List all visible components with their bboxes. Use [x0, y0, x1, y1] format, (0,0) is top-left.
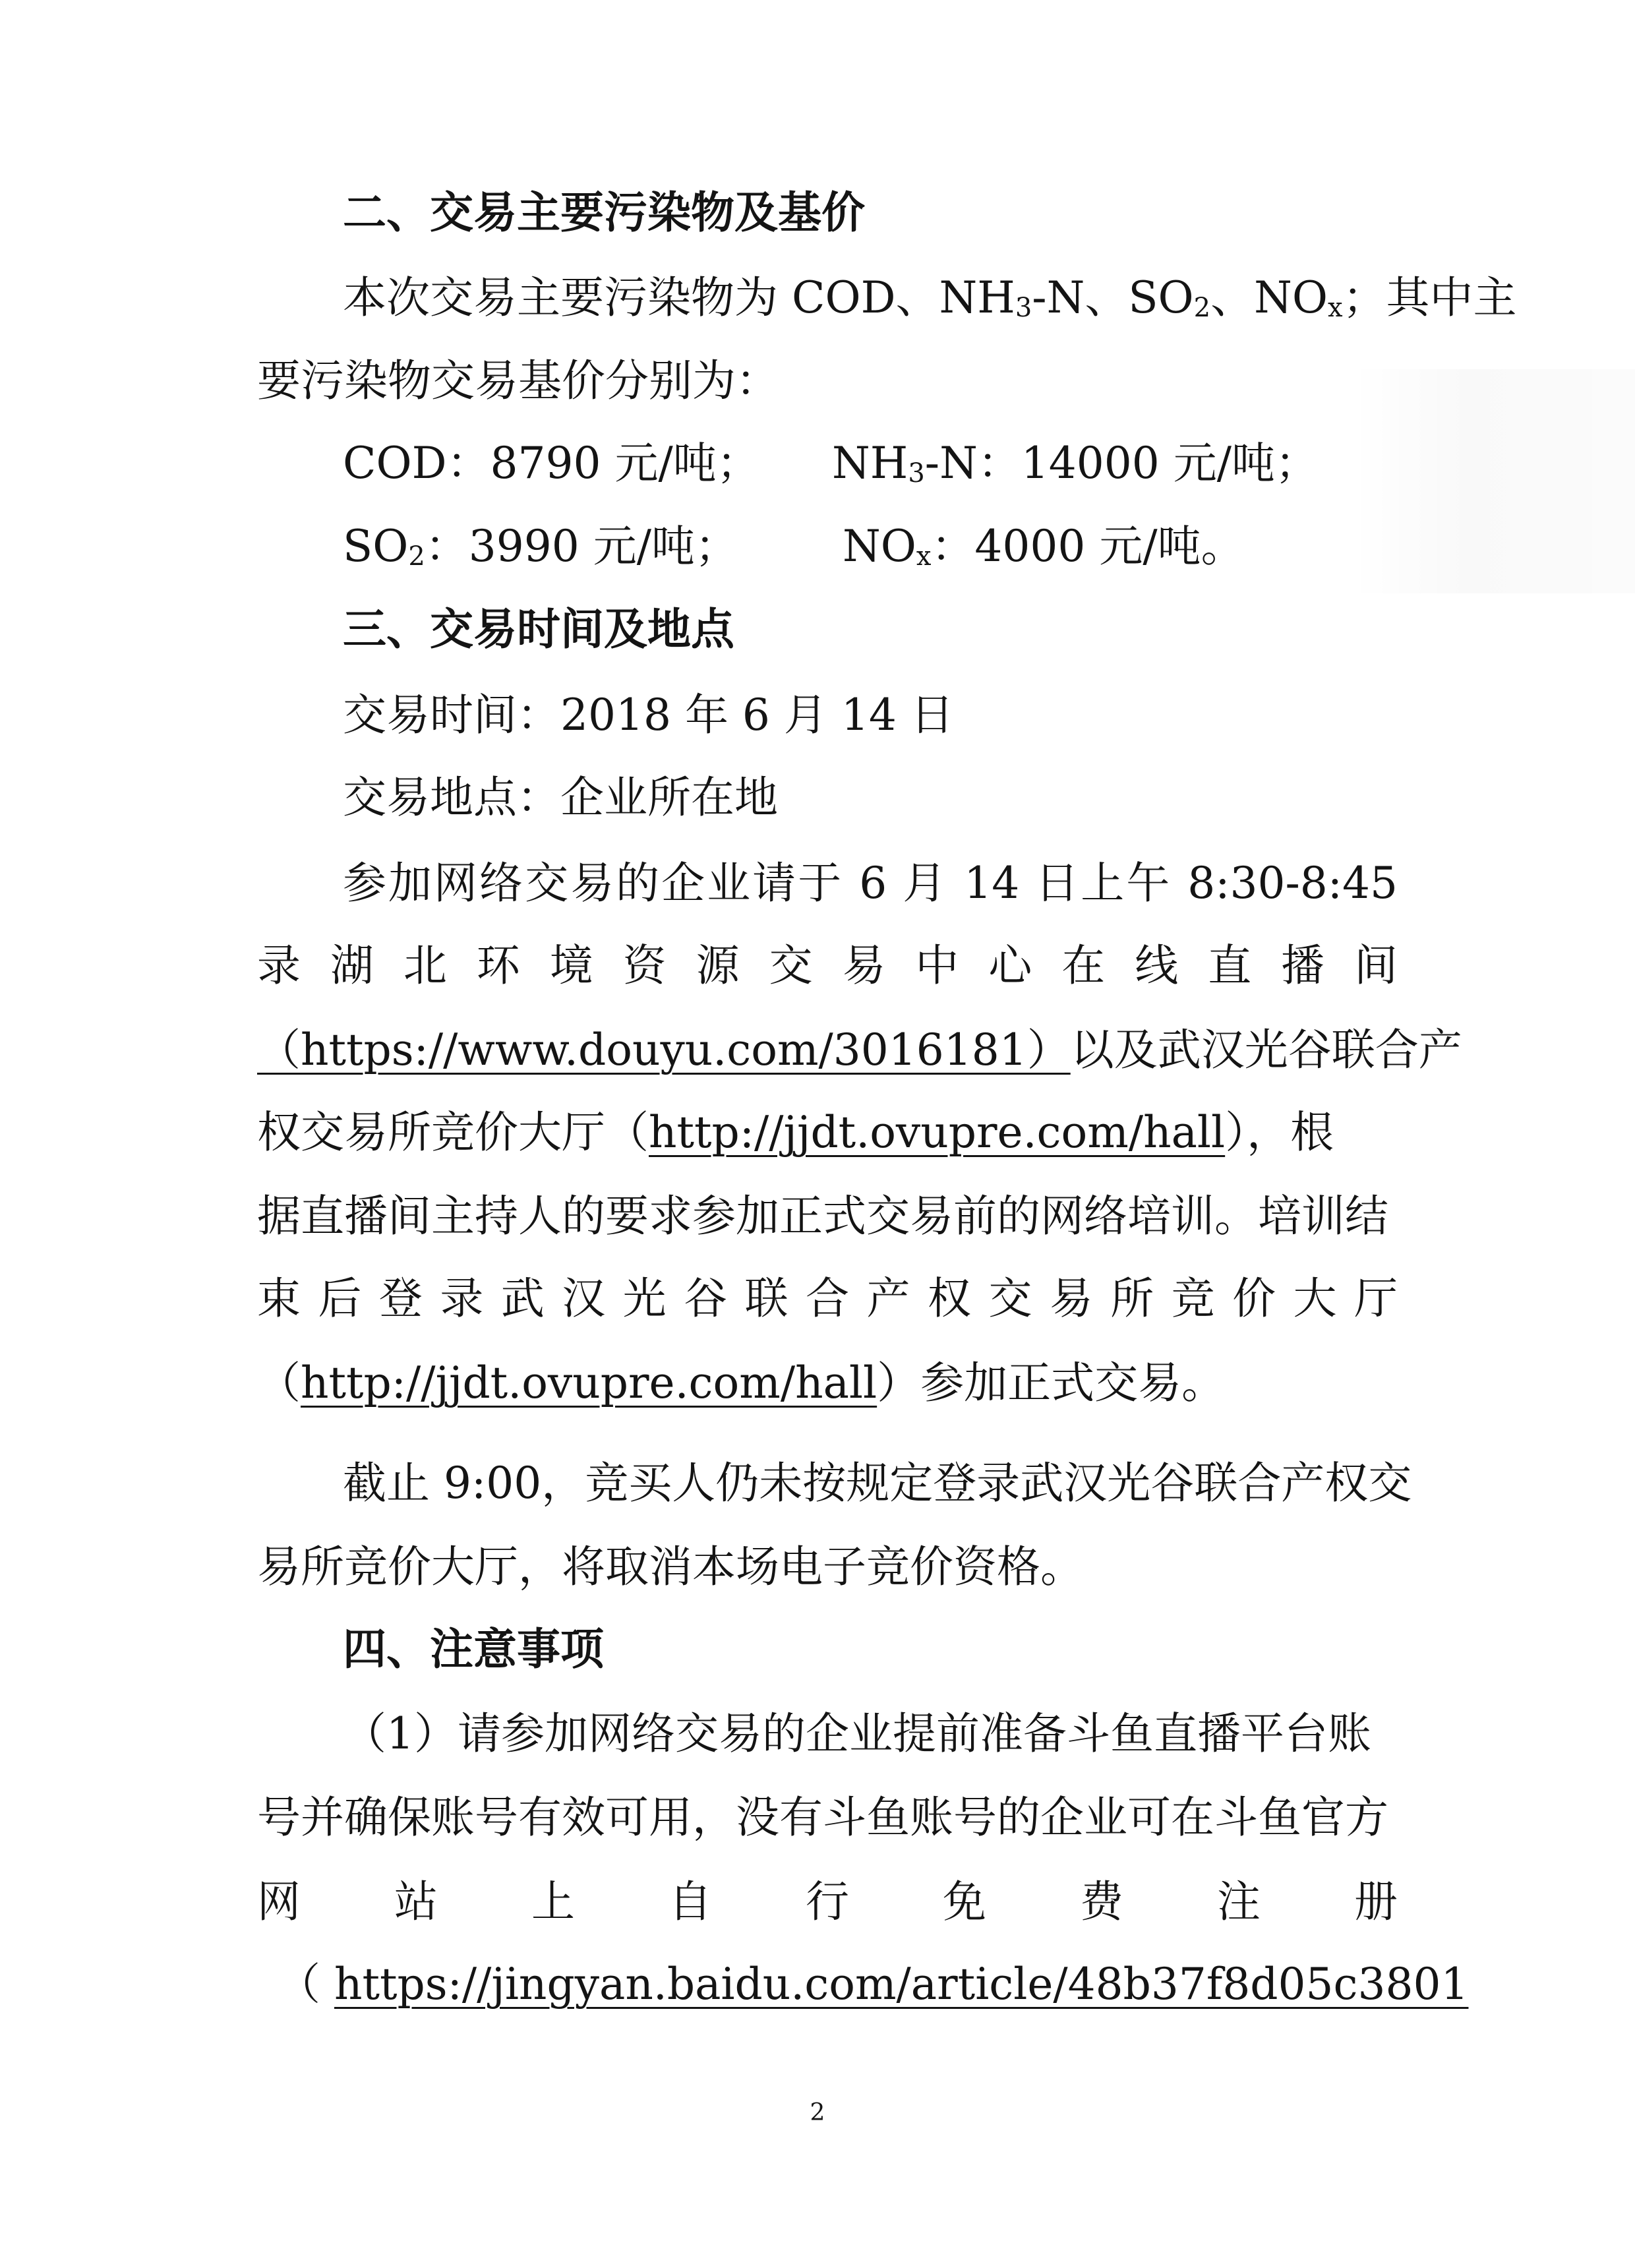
intro-text-d: ；其中主	[1342, 272, 1517, 323]
section-3-para-1-line-1: 参加网络交易的企业请于 6 月 14 日上午 8:30-8:45	[343, 858, 1398, 909]
page-number: 2	[810, 2099, 825, 2126]
text-after-link: ）参加正式交易。	[877, 1358, 1226, 1408]
trade-time: 交易时间：2018 年 6 月 14 日	[343, 690, 954, 740]
section-4-heading: 四、注意事项	[343, 1624, 604, 1675]
trade-place: 交易地点：企业所在地	[343, 772, 778, 823]
intro-text-b: -N、SO	[1032, 272, 1194, 323]
price-nh3-text-a: NH	[832, 438, 908, 489]
subscript-2: 2	[1193, 293, 1211, 323]
text-before-link: 权交易所竞价大厅（	[257, 1107, 649, 1158]
section-3-heading: 三、交易时间及地点	[343, 604, 734, 655]
scan-shadow	[1352, 369, 1635, 593]
text-before-link: （	[257, 1358, 301, 1408]
hall-link[interactable]: http://jjdt.ovupre.com/hall	[649, 1107, 1226, 1158]
section-3-para-1-line-7	[257, 1357, 1225, 1410]
text-after-link: 以及武汉光谷联合产	[1070, 1025, 1462, 1075]
text-before-link: （	[277, 1959, 334, 2010]
section-3-para-1-line-3	[257, 1024, 1462, 1077]
price-so2	[343, 520, 738, 573]
price-so2-text-a: SO	[343, 521, 409, 572]
section-4-para-1-line-4	[277, 1958, 1468, 2011]
price-nox-text-a: NO	[843, 521, 916, 572]
section-3-para-1-line-6: 束 后 登 录 武 汉 光 谷 联 合 产 权 交 易 所 竞 价 大 厅	[257, 1273, 1398, 1324]
section-2-heading: 二、交易主要污染物及基价	[343, 187, 865, 238]
subscript-x: x	[916, 541, 932, 572]
subscript-3: 3	[1015, 293, 1032, 323]
section-3-para-2-line-1: 截止 9:00，竞买人仍未按规定登录武汉光谷联合产权交	[343, 1458, 1412, 1508]
baidu-jingyan-link[interactable]: https://jingyan.baidu.com/article/48b37f8d05c3801	[334, 1959, 1469, 2010]
section-4-para-1-line-2: 号并确保账号有效可用，没有斗鱼账号的企业可在斗鱼官方	[257, 1792, 1388, 1843]
section-3-para-2-line-2: 易所竞价大厅，将取消本场电子竞价资格。	[257, 1541, 1084, 1592]
price-so2-text-b: ：3990 元/吨；	[425, 521, 738, 572]
section-2-intro-line-2: 要污染物交易基价分别为：	[257, 355, 779, 406]
subscript-3: 3	[908, 458, 925, 489]
subscript-x: x	[1327, 293, 1343, 323]
intro-text-a: 本次交易主要污染物为 COD、NH	[343, 272, 1015, 323]
price-nox-text-b: ：4000 元/吨。	[931, 521, 1245, 572]
price-nox	[843, 520, 1245, 573]
section-3-para-1-line-4	[257, 1106, 1334, 1159]
section-3-para-1-line-5: 据直播间主持人的要求参加正式交易前的网络培训。培训结	[257, 1191, 1388, 1241]
text-after-link: ），根	[1225, 1107, 1334, 1158]
section-4-para-1-line-1: （1）请参加网络交易的企业提前准备斗鱼直播平台账	[343, 1708, 1371, 1759]
section-3-para-1-line-2: 录 湖 北 环 境 资 源 交 易 中 心 在 线 直 播 间	[257, 940, 1398, 991]
section-4-para-1-line-3: 网 站 上 自 行 免 费 注 册	[257, 1876, 1398, 1927]
intro-text-c: 、NO	[1210, 272, 1328, 323]
price-nh3n	[832, 437, 1319, 490]
price-nh3-text-b: -N：14000 元/吨；	[924, 438, 1319, 489]
subscript-2: 2	[408, 541, 425, 572]
section-2-intro-line-1	[343, 272, 1517, 324]
douyu-link[interactable]: （https://www.douyu.com/3016181）	[257, 1025, 1071, 1075]
price-cod: COD：8790 元/吨；	[343, 438, 760, 489]
hall-link[interactable]: http://jjdt.ovupre.com/hall	[301, 1358, 877, 1408]
